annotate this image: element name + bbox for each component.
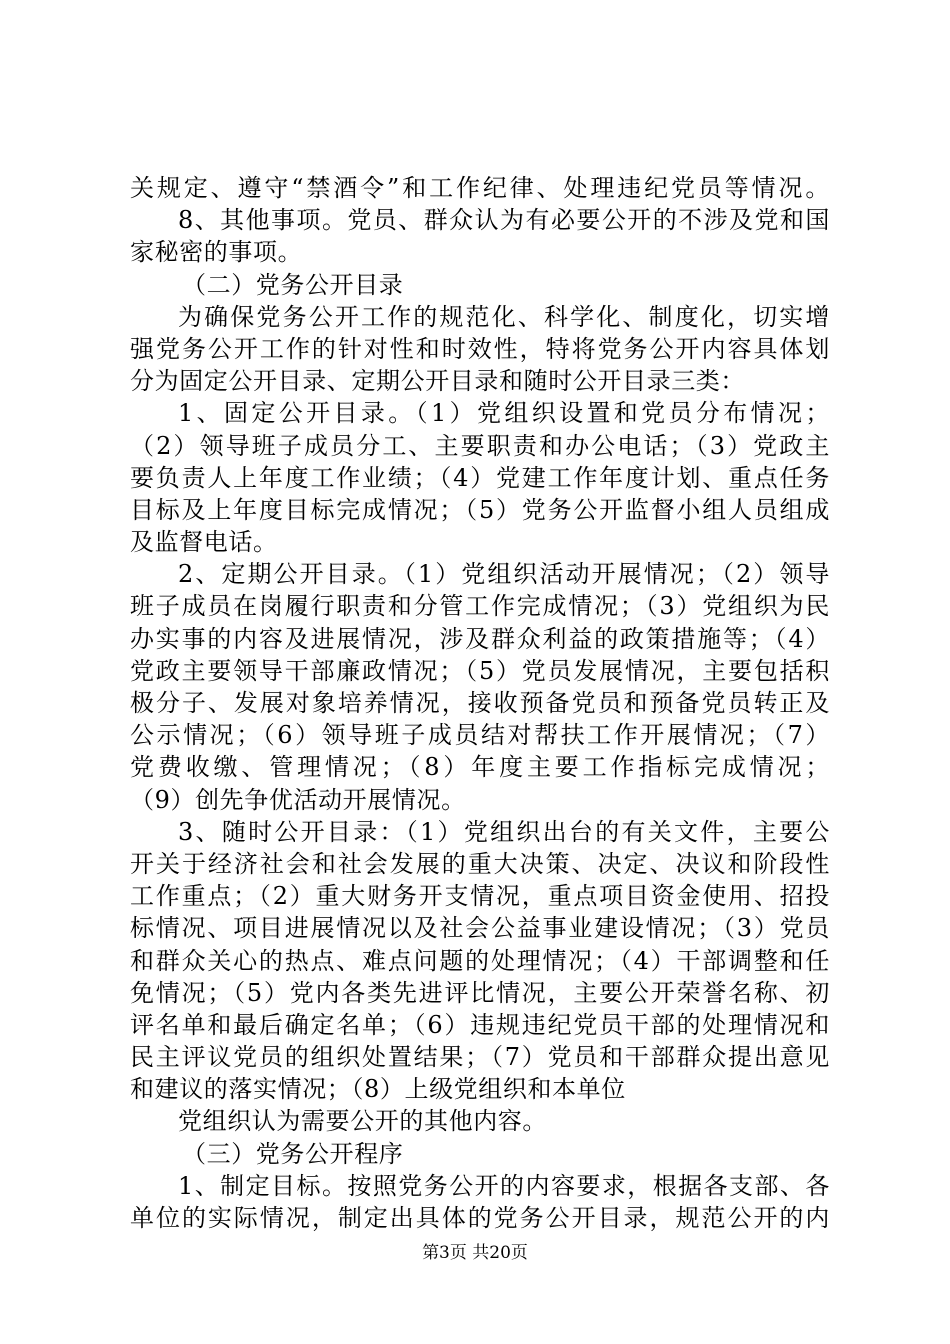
section-heading: （三）党务公开程序 (182, 1139, 404, 1168)
page-number-footer: 第3页 共20页 (422, 1243, 528, 1263)
text-line: 目标及上年度目标完成情况；（5）党务公开监督小组人员组成 (130, 495, 830, 524)
text-line: 评名单和最后确定名单；（6）违规违纪党员干部的处理情况和 (130, 1010, 830, 1039)
text-line: 党组织认为需要公开的其他内容。 (178, 1107, 547, 1136)
text-line: 单位的实际情况，制定出具体的党务公开目录，规范公开的内 (130, 1204, 830, 1232)
text-line: 及监督电话。 (130, 528, 278, 557)
text-line: 公示情况；（6）领导班子成员结对帮扶工作开展情况；（7） (130, 721, 830, 750)
text-line: 和群众关心的热点、难点问题的处理情况；（4）干部调整和任 (130, 946, 830, 975)
text-line: 1、固定公开目录。（1）党组织设置和党员分布情况； (178, 399, 830, 428)
text-line: 关规定、遵守“禁酒令”和工作纪律、处理违纪党员等情况。 (130, 174, 830, 202)
text-line: 为确保党务公开工作的规范化、科学化、制度化，切实增 (178, 302, 830, 331)
text-line: 和建议的落实情况；（8）上级党组织和本单位 (130, 1075, 626, 1104)
text-line: （2）领导班子成员分工、主要职责和办公电话；（3）党政主 (130, 431, 830, 460)
text-line: 极分子、发展对象培养情况，接收预备党员和预备党员转正及 (130, 689, 830, 717)
text-line: 3、随时公开目录：（1）党组织出台的有关文件，主要公 (178, 817, 830, 846)
text-line: 工作重点；（2）重大财务开支情况，重点项目资金使用、招投 (130, 882, 830, 911)
text-line: 家秘密的事项。 (130, 238, 303, 267)
text-line: 办实事的内容及进展情况，涉及群众利益的政策措施等；（4） (130, 624, 830, 653)
text-line: 民主评议党员的组织处置结果；（7）党员和干部群众提出意见 (130, 1043, 830, 1072)
text-line: 强党务公开工作的针对性和时效性，特将党务公开内容具体划 (130, 334, 830, 363)
text-line: 党政主要领导干部廉政情况；（5）党员发展情况，主要包括积 (130, 656, 830, 685)
text-line: （9）创先争优活动开展情况。 (130, 785, 466, 814)
text-line: 2、定期公开目录。（1）党组织活动开展情况；（2）领导 (178, 560, 830, 589)
text-line: 党费收缴、管理情况；（8）年度主要工作指标完成情况； (130, 753, 830, 782)
text-line: 分为固定公开目录、定期公开目录和随时公开目录三类： (130, 367, 745, 396)
text-line: 标情况、项目进展情况以及社会公益事业建设情况；（3）党员 (130, 914, 830, 943)
section-heading: （二）党务公开目录 (182, 270, 404, 299)
document-body (130, 172, 830, 1234)
text-line: 班子成员在岗履行职责和分管工作完成情况；（3）党组织为民 (130, 592, 830, 621)
text-line: 免情况；（5）党内各类先进评比情况，主要公开荣誉名称、初 (130, 978, 830, 1007)
text-line: 开关于经济社会和社会发展的重大决策、决定、决议和阶段性 (130, 849, 830, 878)
text-line: 要负责人上年度工作业绩；（4）党建工作年度计划、重点任务 (130, 463, 830, 492)
text-line: 1、制定目标。按照党务公开的内容要求，根据各支部、各 (178, 1171, 830, 1200)
text-line: 8、其他事项。党员、群众认为有必要公开的不涉及党和国 (178, 206, 830, 235)
